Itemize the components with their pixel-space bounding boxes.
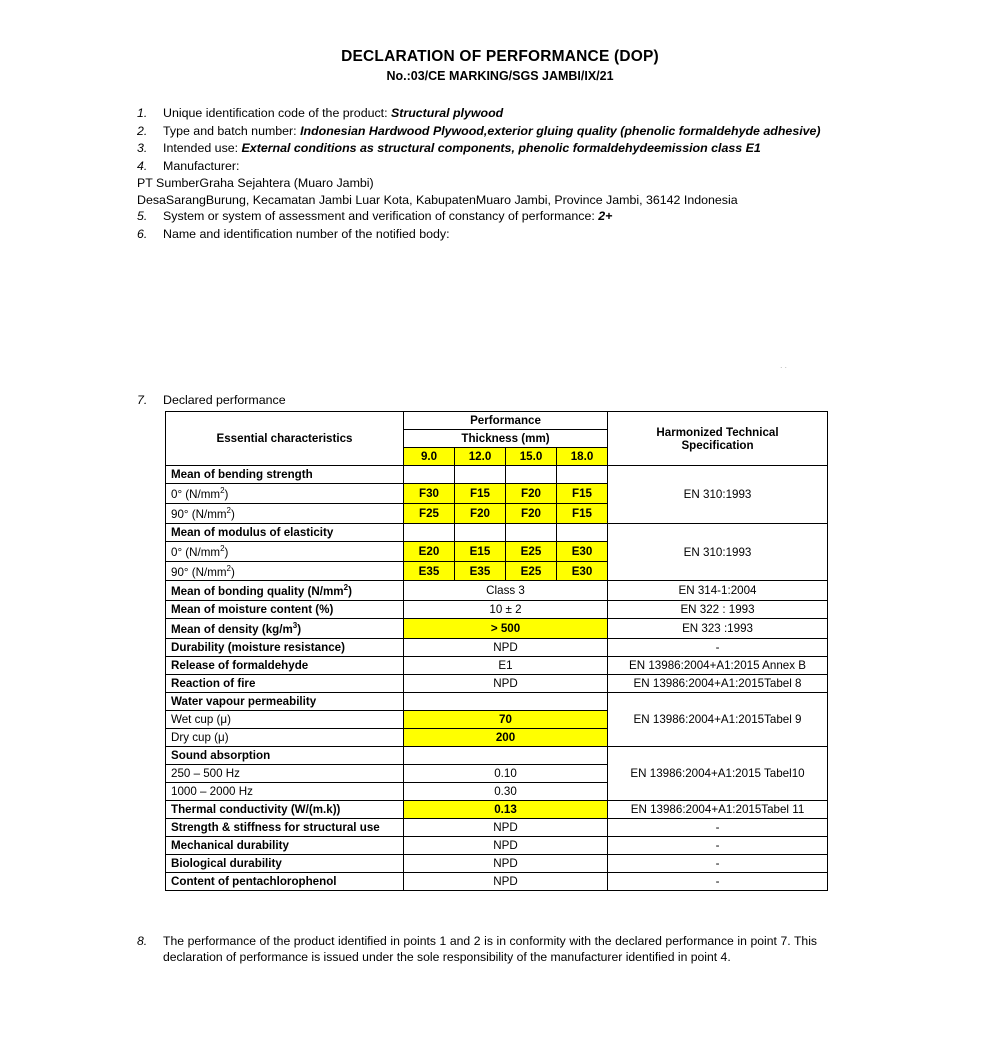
item-label: Type and batch number: [163, 123, 301, 138]
page-subtitle: No.:03/CE MARKING/SGS JAMBI/IX/21 [386, 69, 614, 83]
row-label-sup: 2 [226, 505, 231, 515]
list-item [137, 140, 850, 157]
document-page [0, 48, 1000, 1048]
row-cell: E25 [506, 561, 557, 581]
row-label: Content of pentachlorophenol [166, 873, 404, 891]
header-thickness-15: 15.0 [506, 448, 557, 466]
row-cell [404, 523, 455, 541]
row-value: E1 [404, 657, 608, 675]
item-text [163, 123, 850, 140]
table-row [166, 601, 828, 619]
row-value: 200 [404, 729, 608, 747]
table-row [166, 639, 828, 657]
row-value: NPD [404, 873, 608, 891]
row-cell [557, 466, 608, 484]
row-cell: F25 [404, 503, 455, 523]
row-harmonized: EN 323 :1993 [608, 619, 828, 639]
row-harmonized: - [608, 837, 828, 855]
row-value: 10 ± 2 [404, 601, 608, 619]
table-row [166, 466, 828, 484]
table-row [166, 819, 828, 837]
row-label [166, 561, 404, 581]
row-value: NPD [404, 855, 608, 873]
faint-watermark: .. [780, 360, 790, 370]
row-cell [506, 523, 557, 541]
list-item [137, 105, 850, 122]
item-label: Name and identification number of the notified body: [163, 226, 450, 241]
row-cell: F15 [455, 484, 506, 504]
row-harmonized: EN 314-1:2004 [608, 581, 828, 601]
row-label-text: 90° (N/mm [171, 565, 227, 579]
row-label-text: 90° (N/mm [171, 507, 227, 521]
row-value: NPD [404, 837, 608, 855]
row-value: 0.30 [404, 783, 608, 801]
row-label: Sound absorption [166, 747, 404, 765]
row-cell: E20 [404, 541, 455, 561]
row-label: Mean of bending strength [166, 466, 404, 484]
row-value [404, 747, 608, 765]
row-value: Class 3 [404, 581, 608, 601]
item-text [163, 226, 850, 243]
item-value: External conditions as structural components, phenolic formaldehydeemission class E1 [241, 141, 761, 155]
row-label-suffix: ) [230, 565, 235, 579]
list-item [137, 158, 850, 175]
row-value: 70 [404, 711, 608, 729]
row-label-text: Mean of bonding quality (N/mm [171, 585, 344, 599]
row-label: Reaction of fire [166, 675, 404, 693]
row-cell: F20 [506, 503, 557, 523]
row-label-suffix: ) [224, 545, 229, 559]
row-cell: F20 [455, 503, 506, 523]
row-harmonized: - [608, 819, 828, 837]
row-cell: F30 [404, 484, 455, 504]
row-harmonized: EN 13986:2004+A1:2015Tabel 8 [608, 675, 828, 693]
page-title: DECLARATION OF PERFORMANCE (DOP) [341, 48, 659, 65]
row-label-text: Mean of density (kg/m [171, 623, 293, 637]
header-thickness-18: 18.0 [557, 448, 608, 466]
row-label-sup: 2 [220, 486, 225, 495]
row-label: Mean of modulus of elasticity [166, 523, 404, 541]
item-number: 1. [137, 106, 148, 120]
item-label: System or system of assessment and verification of constancy of performance: [163, 209, 599, 223]
header-essential-characteristics: Essential characteristics [166, 412, 404, 466]
row-cell [404, 466, 455, 484]
item-value: Indonesian Hardwood Plywood,exterior gluing quality (phenolic formaldehyde adhesive) [300, 123, 821, 138]
row-label: Release of formaldehyde [166, 657, 404, 675]
row-label: Biological durability [166, 855, 404, 873]
row-label [166, 541, 404, 561]
row-harmonized: - [608, 639, 828, 657]
table-row [166, 873, 828, 891]
header-thickness: Thickness (mm) [404, 430, 608, 448]
row-cell [557, 523, 608, 541]
header-thickness-9: 9.0 [404, 448, 455, 466]
item-label: Intended use: [163, 141, 242, 155]
header-performance: Performance [404, 412, 608, 430]
row-label-suffix: ) [224, 487, 229, 501]
row-label [166, 581, 404, 601]
item-text [163, 105, 850, 122]
row-cell [455, 466, 506, 484]
table-row [166, 855, 828, 873]
manufacturer-address [137, 175, 850, 208]
item-value: Structural plywood [391, 106, 504, 120]
item-value: 2+ [598, 209, 613, 223]
item-number: 4. [137, 158, 148, 173]
row-value [404, 693, 608, 711]
performance-table [165, 411, 828, 891]
item-text [163, 140, 850, 157]
manufacturer-address-line: DesaSarangBurung, Kecamatan Jambi Luar Kota, KabupatenMuaro Jambi, Province Jambi, 36142 Indonesia [137, 192, 738, 207]
row-label [166, 619, 404, 639]
row-label-sup: 2 [343, 583, 349, 593]
item-label: Declared performance [163, 393, 286, 407]
row-label-suffix: ) [297, 623, 302, 637]
row-cell: F20 [506, 484, 557, 504]
row-cell: E30 [557, 561, 608, 581]
list-item [137, 226, 850, 243]
table-row [166, 619, 828, 639]
row-label: 250 – 500 Hz [166, 765, 404, 783]
row-harmonized: - [608, 855, 828, 873]
title-block [0, 48, 1000, 83]
header-harmonized-line2: Specification [681, 438, 754, 452]
manufacturer-name: PT SumberGraha Sejahtera (Muaro Jambi) [137, 176, 374, 190]
row-value: NPD [404, 819, 608, 837]
table-row [166, 693, 828, 711]
item-number: 3. [137, 141, 148, 155]
row-cell [506, 466, 557, 484]
header-harmonized-line1: Harmonized Technical [656, 425, 779, 439]
item-number: 5. [137, 209, 148, 223]
item-number: 8. [137, 934, 148, 948]
row-harmonized: EN 310:1993 [608, 466, 828, 524]
row-value: NPD [404, 675, 608, 693]
row-harmonized: EN 13986:2004+A1:2015Tabel 11 [608, 801, 828, 819]
row-harmonized: EN 322 : 1993 [608, 601, 828, 619]
row-value: > 500 [404, 619, 608, 639]
row-label: Durability (moisture resistance) [166, 639, 404, 657]
footer-text: The performance of the product identified in points 1 and 2 is in conformity with the declared performance in point 7. This declaration of performance is issued under the sole responsibility of the manufacturer identified in point 4. [163, 934, 817, 965]
header-thickness-12: 12.0 [455, 448, 506, 466]
row-cell [455, 523, 506, 541]
table-row [166, 801, 828, 819]
row-harmonized: EN 13986:2004+A1:2015 Tabel10 [608, 747, 828, 801]
item-label: Unique identification code of the product: [163, 106, 391, 120]
row-label: Thermal conductivity (W/(m.k)) [166, 801, 404, 819]
table-row [166, 523, 828, 541]
table-row [166, 675, 828, 693]
row-cell: E15 [455, 541, 506, 561]
item-text [163, 208, 850, 225]
row-harmonized: EN 13986:2004+A1:2015 Annex B [608, 657, 828, 675]
row-value: NPD [404, 639, 608, 657]
row-label-sup: 2 [220, 543, 225, 553]
row-label-text: 0° (N/mm [171, 487, 221, 501]
row-label: Mean of moisture content (%) [166, 601, 404, 619]
row-label: Wet cup (μ) [166, 711, 404, 729]
row-label-text: 0° (N/mm [171, 545, 221, 559]
row-label [166, 503, 404, 523]
row-label: Dry cup (μ) [166, 729, 404, 747]
table-row [166, 747, 828, 765]
table-row [166, 837, 828, 855]
item-number: 7. [137, 393, 148, 407]
row-cell: F15 [557, 484, 608, 504]
header-harmonized-spec [608, 412, 828, 466]
row-label-suffix: ) [230, 507, 235, 521]
item-number: 2. [137, 123, 148, 138]
row-label: Water vapour permeability [166, 693, 404, 711]
list-item [137, 123, 850, 140]
footer-note [137, 933, 817, 966]
row-cell: E30 [557, 541, 608, 561]
row-cell: E25 [506, 541, 557, 561]
declared-performance-heading [137, 393, 286, 407]
table-header-row [166, 412, 828, 430]
row-value: 0.13 [404, 801, 608, 819]
row-harmonized: - [608, 873, 828, 891]
row-label: Mechanical durability [166, 837, 404, 855]
item-text [163, 158, 850, 175]
row-label [166, 484, 404, 504]
row-value: 0.10 [404, 765, 608, 783]
row-label: Strength & stiffness for structural use [166, 819, 404, 837]
table-row [166, 581, 828, 601]
item-number: 6. [137, 226, 148, 241]
row-label-sup: 3 [292, 621, 298, 631]
list-item [137, 208, 850, 225]
row-label-suffix: ) [348, 585, 352, 599]
row-label: 1000 – 2000 Hz [166, 783, 404, 801]
row-label-sup: 2 [226, 563, 231, 573]
row-cell: F15 [557, 503, 608, 523]
row-harmonized: EN 13986:2004+A1:2015Tabel 9 [608, 693, 828, 747]
item-label: Manufacturer: [163, 158, 240, 173]
row-harmonized: EN 310:1993 [608, 523, 828, 581]
intro-items [0, 105, 1000, 242]
table-row [166, 657, 828, 675]
row-cell: E35 [455, 561, 506, 581]
row-cell: E35 [404, 561, 455, 581]
